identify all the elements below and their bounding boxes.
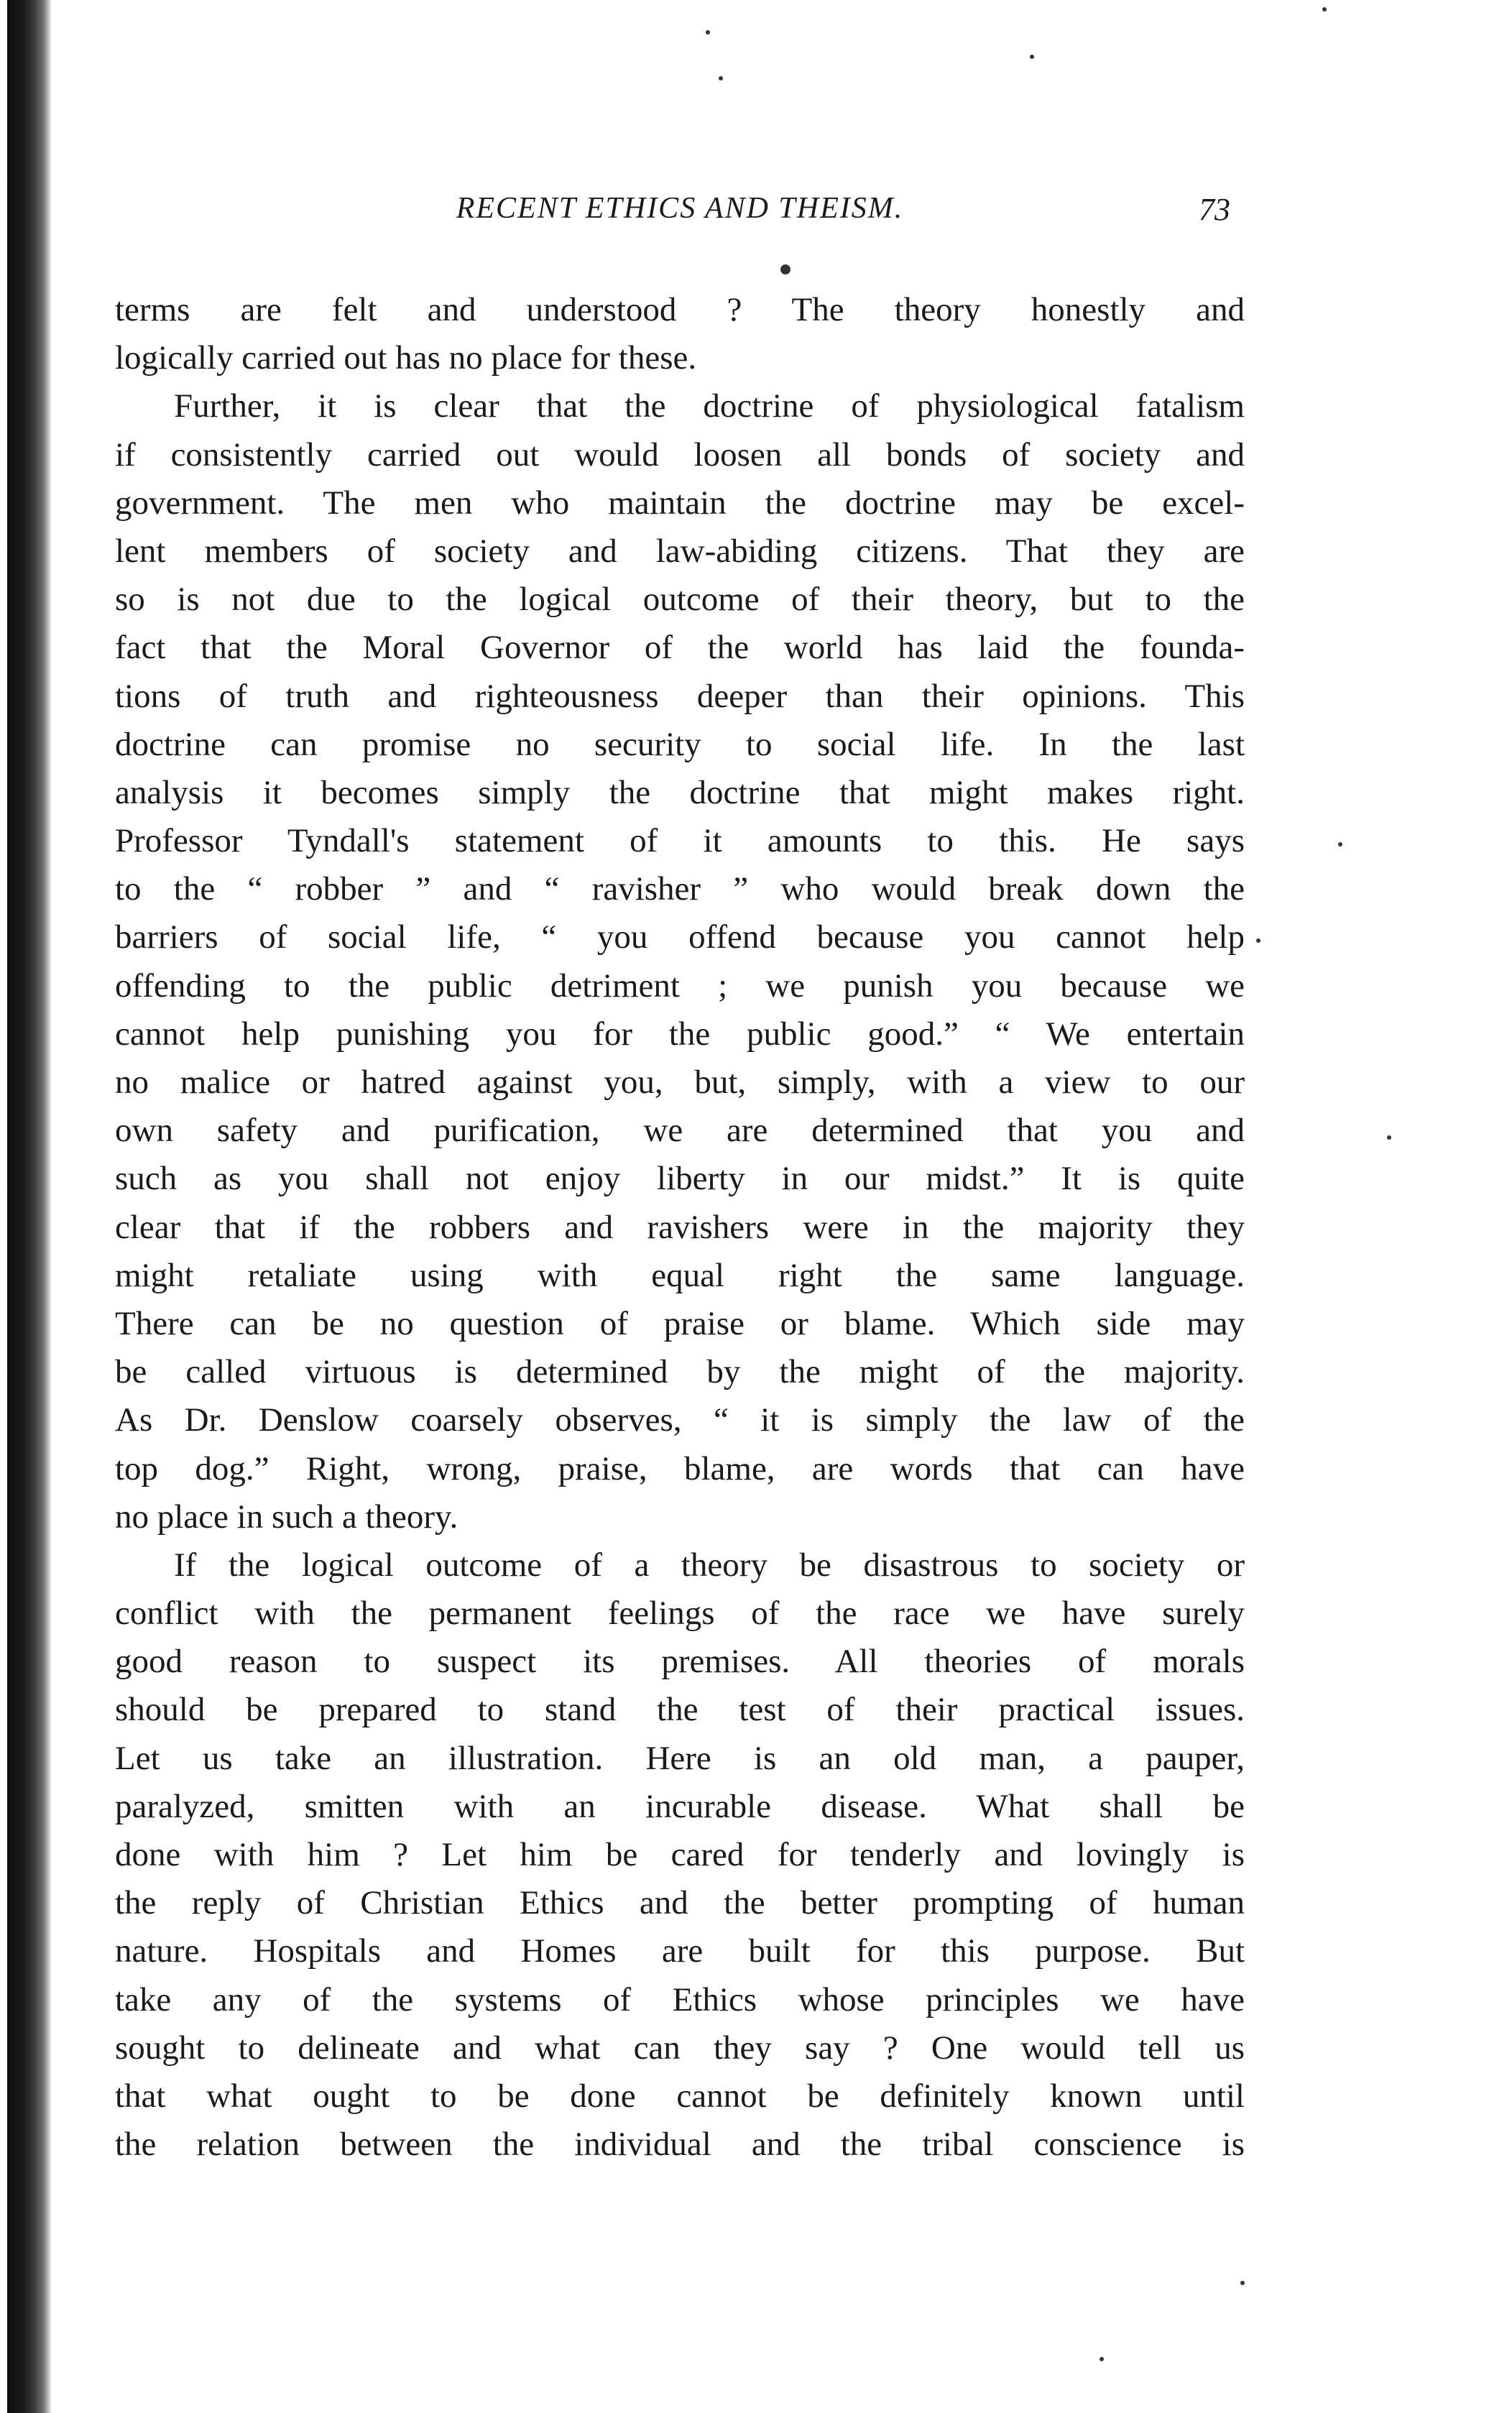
text-line: As Dr. Denslow coarsely observes, “ it is simply the law of the (115, 1401, 1245, 1439)
text-line: might retaliate using with equal right the same language. (115, 1256, 1245, 1294)
text-line: good reason to suspect its premises. All theories of morals (115, 1643, 1245, 1681)
print-speck (719, 76, 723, 80)
text-line: conflict with the permanent feelings of the race we have surely (115, 1595, 1245, 1633)
text-line: to the “ robber ” and “ ravisher ” who would break down the (115, 870, 1245, 908)
text-line: be called virtuous is determined by the might of the majority. (115, 1353, 1245, 1391)
text-line: that what ought to be done cannot be definitely known until (115, 2077, 1245, 2115)
page-binding-shadow (7, 0, 52, 2413)
text-line: tions of truth and righteousness deeper than their opinions. This (115, 677, 1245, 715)
text-line: analysis it becomes simply the doctrine that might makes right. (115, 773, 1245, 811)
text-line: no malice or hatred against you, but, simply, with a view to our (115, 1064, 1245, 1101)
print-speck (1338, 842, 1342, 846)
text-line: terms are felt and understood ? The theory honestly and (115, 291, 1245, 328)
text-line: such as you shall not enjoy liberty in our midst.” It is quite (115, 1160, 1245, 1198)
text-line: fact that the Moral Governor of the world has laid the founda- (115, 629, 1245, 667)
running-title: RECENT ETHICS AND THEISM. (456, 192, 904, 225)
text-line: nature. Hospitals and Homes are built for this purpose. But (115, 1932, 1245, 1970)
text-line: done with him ? Let him be cared for tenderly and lovingly is (115, 1836, 1245, 1873)
text-line: top dog.” Right, wrong, praise, blame, are words that can have (115, 1449, 1245, 1487)
text-line: lent members of society and law-abiding citizens. That they are (115, 532, 1245, 570)
text-line: doctrine can promise no security to social life. In the last (115, 725, 1245, 763)
text-line: barriers of social life, “ you offend because you cannot help (115, 918, 1245, 956)
text-line: government. The men who maintain the doctrine may be excel- (115, 484, 1245, 522)
print-speck (1322, 7, 1327, 11)
text-line: the relation between the individual and the tribal conscience is (115, 2126, 1245, 2164)
text-line: should be prepared to stand the test of their practical issues. (115, 1691, 1245, 1729)
text-line: so is not due to the logical outcome of their theory, but to the (115, 581, 1245, 619)
text-line: take any of the systems of Ethics whose principles we have (115, 1980, 1245, 2018)
text-line: If the logical outcome of a theory be disastrous to society or (174, 1546, 1245, 1584)
text-line: Further, it is clear that the doctrine of physiological fatalism (174, 387, 1245, 425)
text-line: if consistently carried out would loosen all bonds of society and (115, 435, 1245, 474)
text-line: the reply of Christian Ethics and the better prompting of human (115, 1884, 1245, 1922)
print-speck (1100, 2357, 1104, 2361)
print-speck (1030, 55, 1034, 59)
text-line: cannot help punishing you for the public good.” “ We entertain (115, 1015, 1245, 1053)
text-line: Let us take an illustration. Here is an old man, a pauper, (115, 1739, 1245, 1777)
text-line: offending to the public detriment ; we punish you because we (115, 966, 1245, 1005)
page-header (115, 191, 1245, 234)
text-line: There can be no question of praise or blame. Which side may (115, 1304, 1245, 1342)
print-speck (1240, 2281, 1245, 2285)
print-speck (1387, 1135, 1391, 1140)
text-line: Professor Tyndall's statement of it amounts to this. He says (115, 822, 1245, 860)
text-line: clear that if the robbers and ravishers were in the majority they (115, 1208, 1245, 1246)
text-line: own safety and purification, we are determined that you and (115, 1112, 1245, 1150)
print-speck (780, 264, 790, 274)
print-speck (706, 30, 710, 34)
page-number: 73 (1199, 192, 1230, 227)
text-line: logically carried out has no place for these. (115, 339, 697, 377)
print-speck (1256, 938, 1260, 943)
text-line: sought to delineate and what can they say ? One would tell us (115, 2029, 1245, 2067)
body-text (115, 286, 1245, 2169)
text-line: paralyzed, smitten with an incurable disease. What shall be (115, 1787, 1245, 1825)
text-line: no place in such a theory. (115, 1498, 458, 1536)
